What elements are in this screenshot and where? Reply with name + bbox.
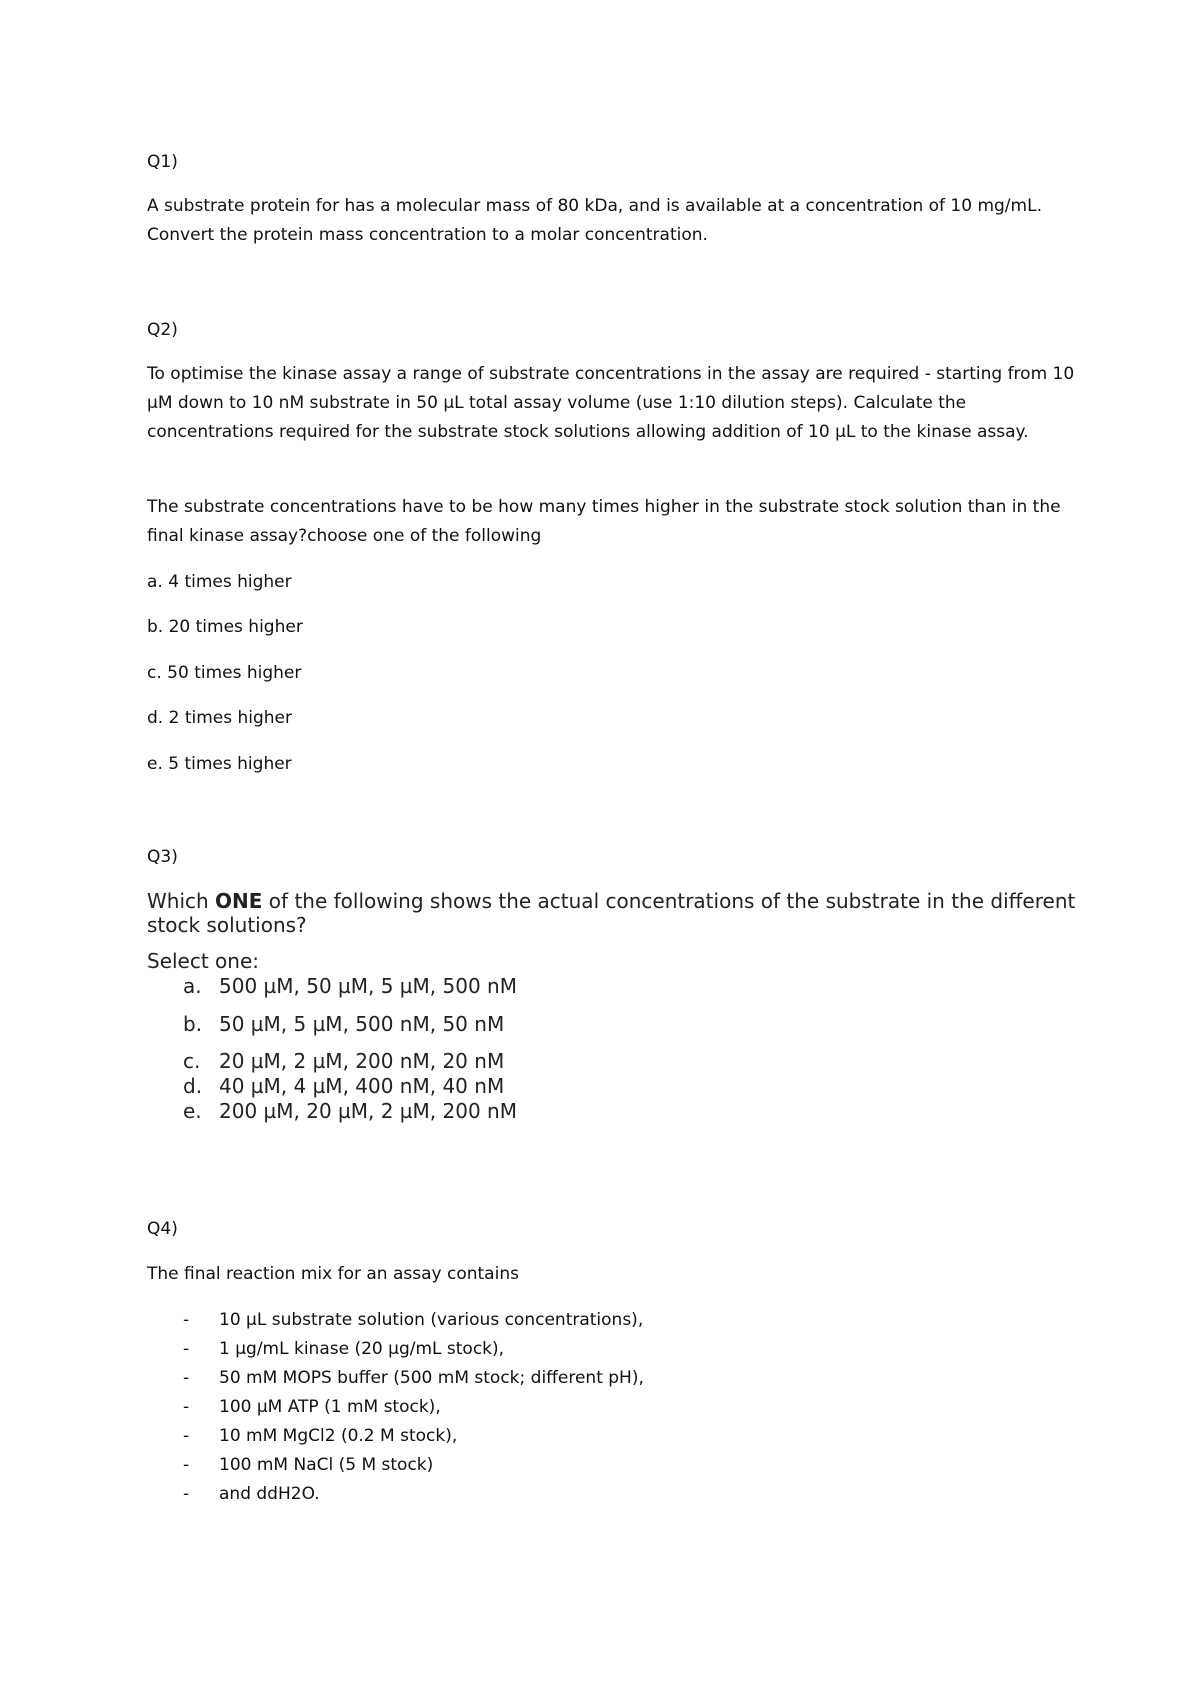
q2-option-e[interactable]: e. 5 times higher xyxy=(147,754,292,774)
q3-option-c[interactable]: c. 20 µM, 2 µM, 200 nM, 20 nM xyxy=(183,1049,505,1073)
q1-heading: Q1) xyxy=(147,152,178,172)
q2-option-c[interactable]: c. 50 times higher xyxy=(147,663,302,683)
q2-option-d[interactable]: d. 2 times higher xyxy=(147,708,292,728)
list-item: - and ddH2O. xyxy=(183,1484,320,1504)
list-item: - 1 µg/mL kinase (20 µg/mL stock), xyxy=(183,1339,505,1359)
q3-option-e[interactable]: e. 200 µM, 20 µM, 2 µM, 200 nM xyxy=(183,1099,517,1123)
q2-text: To optimise the kinase assay a range of substrate concentrations in the assay are required - starting from 10 µM down to 10 nM substrate in 50 µL total assay volume (use 1:10 dilution steps). Calculate the concentrations required for the substrate stock solutions allowing addition of 10 µL to the kinase assay. xyxy=(147,364,1075,442)
list-item: - 10 µL substrate solution (various concentrations), xyxy=(183,1310,644,1330)
q3-question: Which ONE of the following shows the actual concentrations of the substrate in the different stock solutions? xyxy=(147,889,1076,937)
list-item: - 50 mM MOPS buffer (500 mM stock; different pH), xyxy=(183,1368,644,1388)
list-item: - 100 mM NaCl (5 M stock) xyxy=(183,1455,434,1475)
q2-heading: Q2) xyxy=(147,320,178,340)
list-item: - 100 µM ATP (1 mM stock), xyxy=(183,1397,441,1417)
q3-question-emphasis: ONE xyxy=(215,889,263,913)
q1-text: A substrate protein for has a molecular mass of 80 kDa, and is available at a concentration of 10 mg/mL. Convert the protein mass concentration to a molar concentration. xyxy=(147,196,1042,245)
q2-option-b[interactable]: b. 20 times higher xyxy=(147,617,303,637)
q2-question: The substrate concentrations have to be how many times higher in the substrate stock solution than in the final kinase assay?choose one of the following xyxy=(147,497,1061,546)
q3-heading: Q3) xyxy=(147,847,178,867)
q3-option-d[interactable]: d. 40 µM, 4 µM, 400 nM, 40 nM xyxy=(183,1074,505,1098)
q4-text: The final reaction mix for an assay contains xyxy=(147,1264,519,1284)
list-item: - 10 mM MgCl2 (0.2 M stock), xyxy=(183,1426,458,1446)
q3-option-b[interactable]: b. 50 µM, 5 µM, 500 nM, 50 nM xyxy=(183,1012,505,1036)
q3-select-label: Select one: xyxy=(147,949,260,973)
q4-heading: Q4) xyxy=(147,1219,178,1239)
q4-ingredient-list xyxy=(147,1306,1077,1509)
q2-option-a[interactable]: a. 4 times higher xyxy=(147,572,292,592)
q3-option-a[interactable]: a. 500 µM, 50 µM, 5 µM, 500 nM xyxy=(183,974,517,998)
